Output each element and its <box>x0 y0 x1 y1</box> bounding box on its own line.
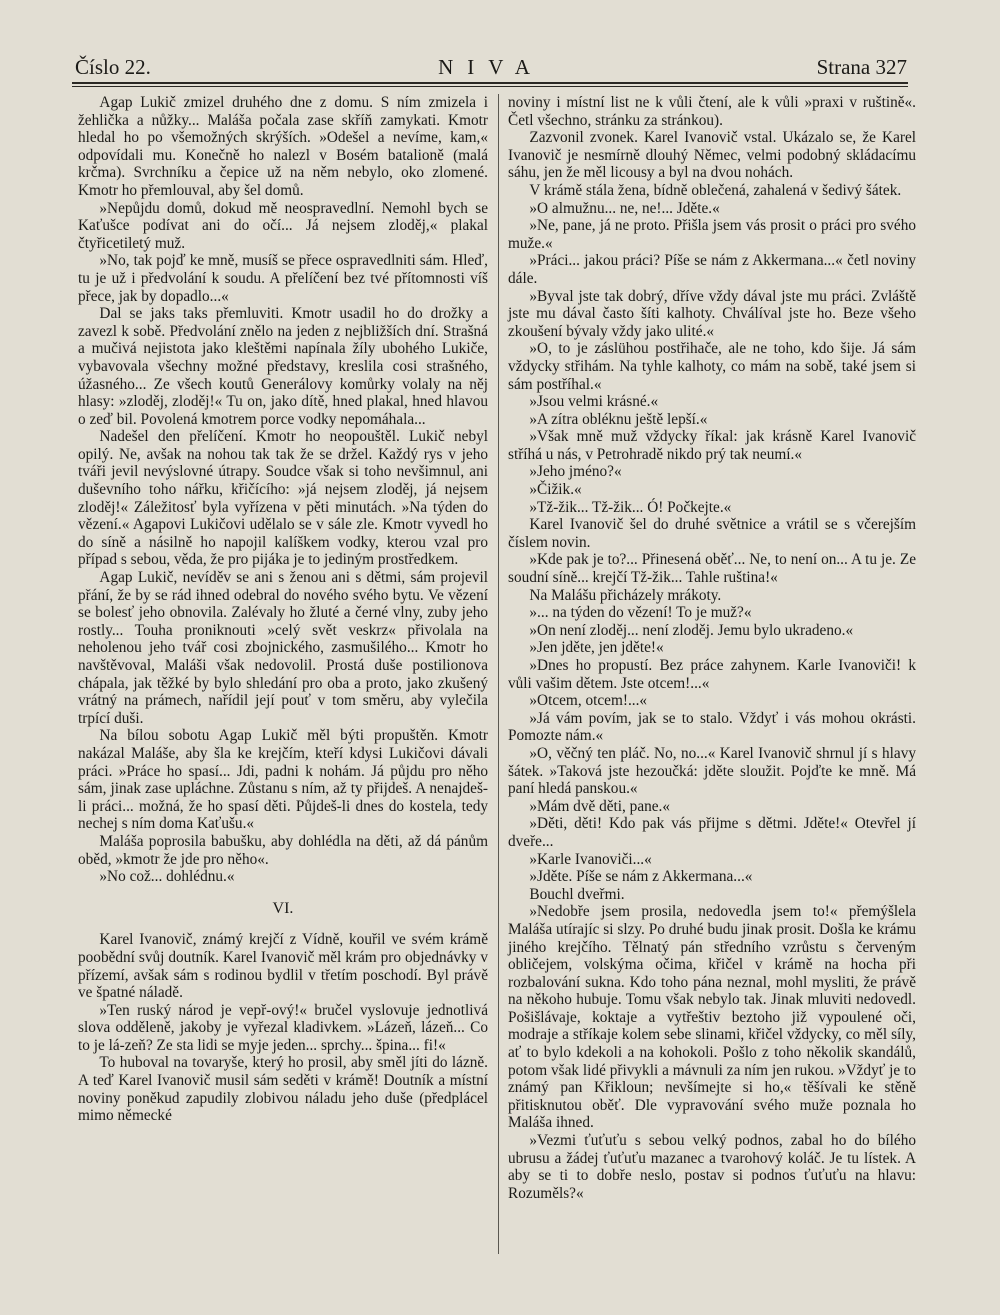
paragraph: »Otcem, otcem!...« <box>529 692 648 710</box>
section-heading: VI. <box>272 899 294 917</box>
paragraph: »Však mně muž vždycky říkal: jak krásně Karel Ivanovič stříhá u nás, v Petrohradě nikdo prý tak neumí.« <box>508 428 916 463</box>
paragraph: »Kde pak je to?... Přinesená oběť... Ne, to není on... A tu je. Ze soudní síně... krejčí Tž-žik... Tahle ruština!« <box>508 551 916 587</box>
paragraph: »No což... dohlédnu.« <box>99 868 235 886</box>
paragraph: »O, to je záslühou postřihače, ale ne toho, kdo šije. Já sám vždycky střihám. Na tyhle kalhoty, co mám na sobě, také jsem si sám postříhal.« <box>508 340 916 393</box>
issue-number: Číslo 22. <box>75 55 151 79</box>
paragraph: Na Malášu přicházely mrákoty. <box>529 586 722 604</box>
paragraph: Karel Ivanovič, známý krejčí z Vídně, kouřil ve svém krámě poobědní svůj doutník. Karel Ivanovič měl krám pro objednávky v přízemí, avšak sám s rodinou bydlil v třetím poschodí. Byl právě ve špatné náladě. <box>78 931 488 1002</box>
paragraph: Agap Lukič zmizel druhého dne z domu. S ním zmizela i žehlička a nůžky... Maláša počala zase skříň zamykati. Kmotr hledal ho po všemožných skrýších. »Odešel a nevíme, kam,« odpovídali mu. Konečně ho nalezl v Bosém batalioně (malá krčma). Svrchníku a čepice už na něm nebylo, oko zlomené. Kmotr ho přemlouval, aby šel domů. <box>78 94 488 199</box>
paragraph: »Nepůjdu domů, dokud mě neospravedlní. Nemohl bych se Kaťušce podívat ani do očí... Já nejsem zloděj,« plakal čtyřicetiletý muž. <box>78 199 488 252</box>
paragraph: »O, věčný ten pláč. No, no...« Karel Ivanovič shrnul jí s hlavy šátek. »Taková jste hezoučká: jděte sloužit. Pojďte ke mně. Má paní hledá panskou.« <box>508 744 916 798</box>
paragraph: Na bílou sobotu Agap Lukič měl býti propuštěn. Kmotr nakázal Maláše, aby šla ke krejčím, kteří kdysi Lukičovi dávali práci. »Práce ho spasí... Jdi, padni k nohám. Já půjdu pro něho sám, jinak zase upláchne. Zůstanu s ním, až ty přijdeš. A nenajdeš-li práci... možná, že ho spasí děti. Půjdeš-li dnes do kostela, tedy nechej s ním doma Kaťušu.« <box>78 727 488 833</box>
header-rule-thin <box>72 86 908 87</box>
paragraph: »Ne, pane, já ne proto. Přišla jsem vás prosit o práci pro svého muže.« <box>508 217 916 252</box>
paragraph: Nadešel den přelíčení. Kmotr ho neopouštěl. Lukič nebyl opilý. Ne, avšak na nohou tak tak že se držel. Každý rys v jeho tváři jevil nevýslovné útrapy. Soudce však si toho nevšimnul, ani duševního toho nářku, křičícího: »já nejsem zloděj, já nejsem zloděj!« Záležitosť byla vyřízena v pěti minutách. »Na týden do vězení.« Agapovi Lukičovi udělalo se v sále zle. Kmotr vyvedl ho do síně a násilně ho napojil kalíškem vodky, kterou vzal pro případ s sebou, věda, že pro pijáka je to jediným prostředkem. <box>78 428 488 569</box>
paragraph: »Byval jste tak dobrý, dříve vždy dával jste mu práci. Zvláště jste mu dával často šíti kalhoty. Chválíval jste ho. Beze všeho zkoušení bývaly vždy jako ulité.« <box>508 287 916 340</box>
page-number: Strana 327 <box>816 55 907 79</box>
paragraph: »No, tak pojď ke mně, musíš se přece ospravedlniti sám. Hleď, tu je už i předvolání k soudu. A přelíčení bez tvé přítomnosti víš přece, jak by dopadlo...« <box>78 252 488 305</box>
paragraph: »Ten ruský národ je vepř-ový!« bručel vyslovuje jednotlivá slova odděleně, jakoby je vyřezal kladivkem. »Lázeň, lázeň... Co to je lá-zeň? Ze sta lidi se myje jeden... sprchy... špina... fi!« <box>78 1001 488 1054</box>
paragraph: »Děti, děti! Kdo pak vás přijme s dětmi. Jděte!« Otevřel jí dveře... <box>508 815 916 850</box>
paragraph: »Tž-žik... Tž-žik... Ó! Počkejte.« <box>529 498 732 516</box>
paragraph: Bouchl dveřmi. <box>529 885 625 903</box>
paragraph: »Vezmi ťuťuťu s sebou velký podnos, zabal ho do bílého ubrusu a žádej ťuťuťu mazanec a tvarohový koláč. Je tu lístek. A aby se ti to dobře neslo, postav si podnos ťuťuťu na hlavu: Rozuměls?« <box>508 1132 916 1202</box>
paragraph: Karel Ivanovič šel do druhé světnice a vrátil se s včerejším číslem novin. <box>508 516 916 551</box>
paragraph: »O almužnu... ne, ne!... Jděte.« <box>529 199 720 217</box>
page-header <box>75 55 907 85</box>
column-divider <box>498 94 499 1254</box>
paragraph: »Jen jděte, jen jděte!« <box>529 639 664 657</box>
paragraph: »A zítra obléknu ještě lepší.« <box>529 410 708 428</box>
paragraph: »On není zloděj... není zloděj. Jemu bylo ukradeno.« <box>529 621 854 639</box>
paragraph: »Jděte. Píše se nám z Akkermana...« <box>529 868 753 886</box>
paragraph: Zazvonil zvonek. Karel Ivanovič vstal. Ukázalo se, že Karel Ivanovič je nesmírně dlouhý Němec, velmi podobný skládacímu sáhu, jen že měl licousy a byl na dvou nohách. <box>508 129 916 182</box>
paragraph: »Karle Ivanoviči...« <box>529 850 652 868</box>
left-column <box>78 94 488 1125</box>
paragraph: Dal se jaks taks přemluviti. Kmotr usadil ho do drožky a zavezl k sobě. Předvolání znělo na jeden z nejbližších dní. Strašná a mučivá nejistota jako kleštěmi napínala žíly ubohého Lukiče, vybavovala všechny možné představy, kreslila cosi strašného, úžasného... Ze všech koutů Generálovy komůrky volaly na něj hlasy: »zloděj, zloděj!« Tu on, jako dítě, hned plakal, hned hlavou o zeď bil. Povolená kmotrem porce vodky nepomáhala... <box>78 305 488 428</box>
paragraph: »Jeho jméno?« <box>529 463 622 481</box>
paragraph: »Jsou velmi krásné.« <box>529 393 659 411</box>
paragraph: Agap Lukič, nevíděv se ani s ženou ani s dětmi, sám projevil přání, že by se rád ihned odebral do nového svého bytu. Ve vězení se bolesť jeho obnovila. Zalévaly ho žluté a černé vlny, zuby jeho rostly... Touha proniknouti »celý svět veskrz« přivolala na neholenou jeho tvář cosi zbojnického, zasmušilého... Kmotr ho navštěvoval, Maláši však nedovolil. Prostá duše postilionova chápala, jak těžké by bylo shledání pro oba a proto, jako zkušený vrátný na prámech, nařídil její pouť v tom směru, aby vylečila trpící duši. <box>78 569 488 727</box>
paragraph: Maláša poprosila babušku, aby dohlédla na děti, až dá pánům oběd, »kmotr že jde pro něho«. <box>78 832 488 868</box>
paragraph: noviny i místní list ne k vůli čtení, ale k vůli »praxi v ruštině«. Četl všechno, stránku za stránkou). <box>508 94 916 129</box>
paragraph: »... na týden do vězení! To je muž?« <box>529 604 752 622</box>
paragraph: »Čižik.« <box>529 481 582 499</box>
paragraph: »Dnes ho propustí. Bez práce zahynem. Karle Ivanoviči! k vůli vašim dětem. Jste otcem!...« <box>508 657 916 692</box>
paragraph: To huboval na tovaryše, který ho prosil, aby směl jíti do lázně. A teď Karel Ivanovič musil sám seděti v krámě! Doutník a místní noviny poněkud zapudily zlobivou náladu jeho duše (předplácel mimo německé <box>78 1054 488 1125</box>
paragraph: »Mám dvě děti, pane.« <box>529 797 671 815</box>
paragraph: »Já vám povím, jak se to stalo. Vždyť i vás mohou okrásti. Pomozte nám.« <box>508 709 916 745</box>
header-rule-thick <box>72 82 908 84</box>
masthead-title: NIVA <box>438 55 544 79</box>
paragraph: V krámě stála žena, bídně oblečená, zahalená v šedivý šátek. <box>529 181 902 199</box>
right-column <box>508 94 916 1202</box>
paragraph: »Nedobře jsem prosila, nedovedla jsem to!« přemýšlela Maláša utírajíc si slzy. Po druhé budu jinak prosit. Došla ke krámu jiného krejčího. Tělnatý pán středního vzrůstu s červeným obličejem, volskýma očima, křičel v krámě na hocha při rozbalování sukna. Kdo toho pána neznal, mohl mysliti, že právě na někoho hubuje. Tomu však nebylo tak. Jinak mluviti nedovedl. Pošišlávaje, koktaje a vytřeštiv beztoho již vypoulené oči, modraje a stříkaje kolem sebe slinami, křičel vždycky, co měl síly, ať to bylo kdekoli a na kohokoli. Pošlo z toho několik skandálů, potom však lidé přivykli a mávnuli za ním jen rukou. »Vždyť je to známý pan Křikloun; nevšímejte si ho,« těšívali ke stěně přitisknutou oběť. Dle vypravování svého muže poznala ho Maláša ihned. <box>508 903 916 1132</box>
paragraph: »Práci... jakou práci? Píše se nám z Akkermana...« četl noviny dále. <box>508 252 916 287</box>
